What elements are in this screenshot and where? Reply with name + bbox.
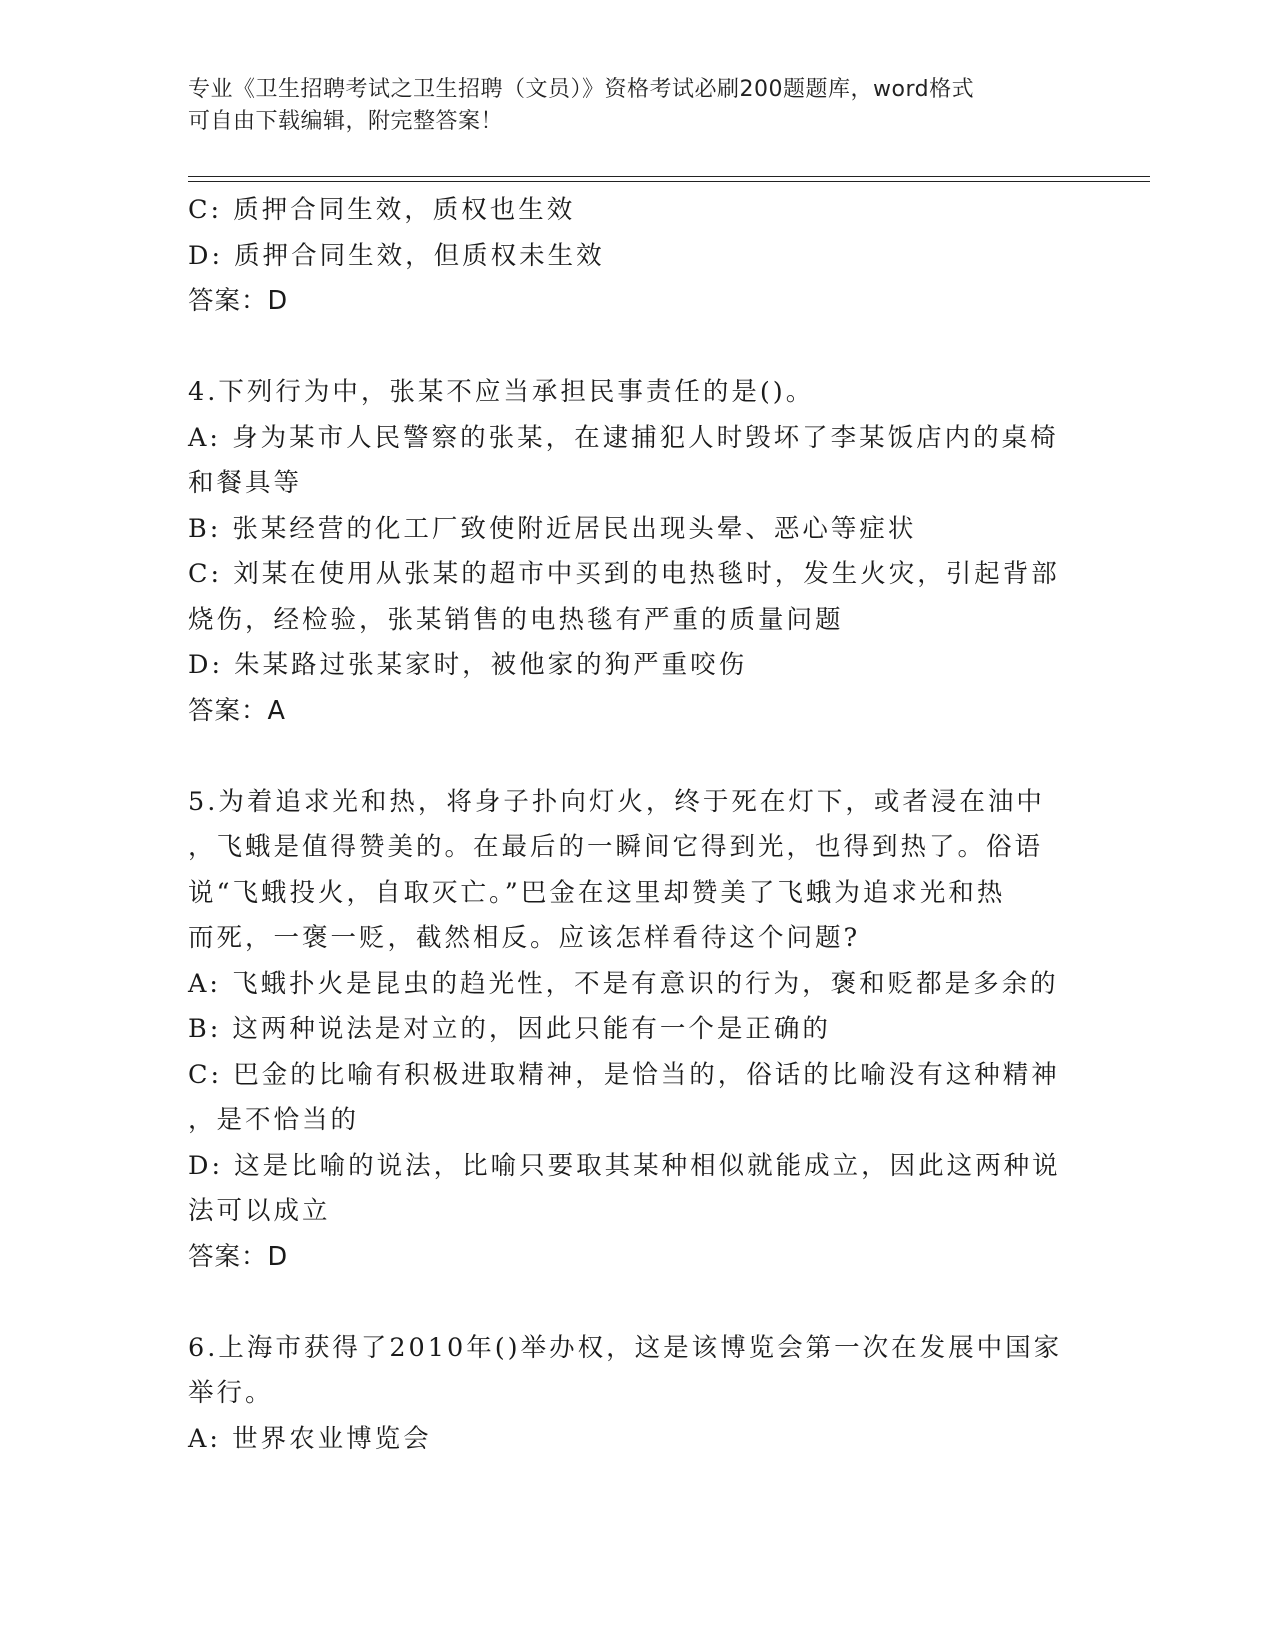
answer: 答案：D xyxy=(188,286,289,316)
option-b: B: 这两种说法是对立的，因此只能有一个是正确的 xyxy=(188,1014,831,1044)
question-stem: 5.为着追求光和热，将身子扑向灯火，终于死在灯下，或者浸在油中 xyxy=(188,786,1045,817)
document-body xyxy=(188,188,1068,1462)
option-c: C: 刘某在使用从张某的超市中买到的电热毯时，发生火灾，引起背部 xyxy=(188,559,1060,589)
header-line-2: 可自由下载编辑，附完整答案！ xyxy=(188,109,504,134)
option-a: A: 飞蛾扑火是昆虫的趋光性，不是有意识的行为，褒和贬都是多余的 xyxy=(188,968,1059,999)
question-4 xyxy=(188,370,1068,734)
question-stem: 6.上海市获得了2010年()举办权，这是该博览会第一次在发展中国家 xyxy=(188,1332,1063,1363)
question-stem-cont: 而死，一褒一贬，截然相反。应该怎样看待这个问题? xyxy=(188,923,861,953)
option-c-cont: ，是不恰当的 xyxy=(188,1105,360,1135)
option-a: A: 身为某市人民警察的张某，在逮捕犯人时毁坏了李某饭店内的桌椅 xyxy=(188,422,1059,453)
answer: 答案：D xyxy=(188,1241,289,1272)
option-d-cont: 法可以成立 xyxy=(188,1196,331,1226)
header-line-1: 专业《卫生招聘考试之卫生招聘（文员）》资格考试必刷200题题库，word格式 xyxy=(188,77,975,102)
question-stem-cont: 说“飞蛾投火，自取灭亡。”巴金在这里却赞美了飞蛾为追求光和热 xyxy=(188,877,1006,908)
question-stem: 4.下列行为中，张某不应当承担民事责任的是()。 xyxy=(188,377,815,407)
question-stem-cont: ，飞蛾是值得赞美的。在最后的一瞬间它得到光，也得到热了。俗语 xyxy=(188,832,1044,862)
spacer xyxy=(188,1280,1068,1326)
question-stem-cont: 举行。 xyxy=(188,1378,274,1408)
page-header xyxy=(188,74,1068,138)
header-rule-top xyxy=(188,176,1150,177)
spacer xyxy=(188,734,1068,780)
option-c-cont: 烧伤，经检验，张某销售的电热毯有严重的质量问题 xyxy=(188,604,844,635)
option-c: C: 质押合同生效，质权也生效 xyxy=(188,195,576,225)
spacer xyxy=(188,325,1068,371)
header-rule-bottom xyxy=(188,181,1150,182)
option-b: B: 张某经营的化工厂致使附近居民出现头晕、恶心等症状 xyxy=(188,513,917,544)
option-a-cont: 和餐具等 xyxy=(188,468,303,498)
option-a: A: 世界农业博览会 xyxy=(188,1423,432,1454)
option-d: D: 朱某路过张某家时，被他家的狗严重咬伤 xyxy=(188,650,748,680)
option-d: D: 质押合同生效，但质权未生效 xyxy=(188,240,605,271)
question-3-continued xyxy=(188,188,1068,325)
option-c: C: 巴金的比喻有积极进取精神，是恰当的，俗话的比喻没有这种精神 xyxy=(188,1059,1060,1090)
question-6 xyxy=(188,1326,1068,1463)
question-5 xyxy=(188,780,1068,1281)
option-d: D: 这是比喻的说法，比喻只要取其某种相似就能成立，因此这两种说 xyxy=(188,1150,1061,1181)
answer: 答案：A xyxy=(188,695,286,726)
